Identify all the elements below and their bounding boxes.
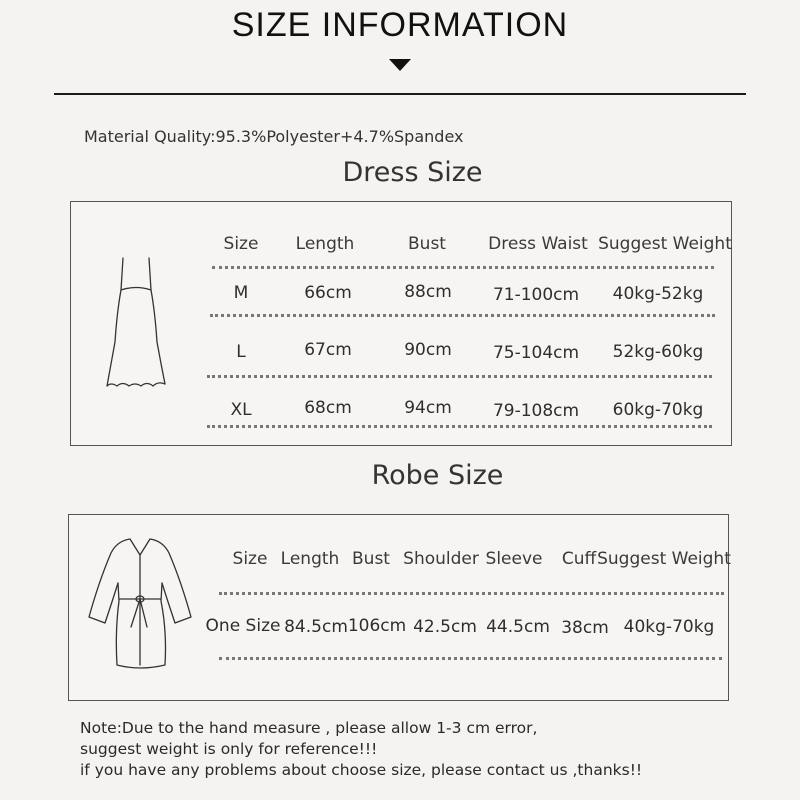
dress-header-weight: Suggest Weight [598,234,732,254]
dress-header-length: Length [295,234,355,254]
table-cell: 68cm [304,398,352,418]
dress-size-title: Dress Size [342,157,483,188]
table-cell: One Size [205,616,281,636]
robe-header-length: Length [280,549,340,569]
table-cell: 88cm [404,282,452,302]
table-cell: XL [230,400,252,420]
down-arrow-icon [389,59,411,71]
note-line: Note:Due to the hand measure , please allow 1-3 cm error, [80,719,538,737]
note-line: suggest weight is only for reference!!! [80,740,378,758]
divider [54,93,746,95]
table-cell: 94cm [404,398,452,418]
material-quality: Material Quality:95.3%Polyester+4.7%Spandex [84,127,464,146]
row-divider [219,657,722,660]
robe-header-sleeve: Sleeve [485,549,543,569]
robe-header-bust: Bust [352,549,390,569]
table-cell: 71-100cm [492,285,580,305]
row-divider [207,375,712,378]
table-cell: 67cm [304,340,352,360]
table-cell: 106cm [347,616,407,636]
table-cell: 44.5cm [486,617,550,637]
row-divider [207,425,712,428]
dress-header-bust: Bust [408,234,446,254]
table-cell: M [233,283,249,303]
robe-header-cuff: Cuff [561,549,597,569]
row-divider [212,266,714,269]
robe-size-title: Robe Size [371,460,504,491]
robe-size-table [68,514,729,701]
robe-figure-icon [85,533,195,683]
dress-header-waist: Dress Waist [488,234,588,254]
row-divider [210,314,715,317]
table-cell: 52kg-60kg [612,342,704,362]
robe-header-weight: Suggest Weight [597,549,731,569]
dress-size-table [70,201,732,446]
table-cell: 38cm [561,618,609,638]
table-cell: 40kg-52kg [612,284,704,304]
note-text [80,718,642,781]
table-cell: 84.5cm [284,617,348,637]
table-cell: 40kg-70kg [623,617,715,637]
robe-header-size: Size [232,549,268,569]
table-cell: 42.5cm [413,617,477,637]
table-cell: 90cm [404,340,452,360]
table-cell: 66cm [304,283,352,303]
table-cell: 75-104cm [492,343,580,363]
dress-header-size: Size [223,234,259,254]
table-cell: L [236,342,246,362]
row-divider [219,592,724,595]
page-title: SIZE INFORMATION [231,6,569,44]
dress-figure-icon [101,252,171,397]
robe-header-shoulder: Shoulder [403,549,479,569]
note-line: if you have any problems about choose size, please contact us ,thanks!! [80,761,643,779]
table-cell: 79-108cm [492,401,580,421]
table-cell: 60kg-70kg [612,400,704,420]
